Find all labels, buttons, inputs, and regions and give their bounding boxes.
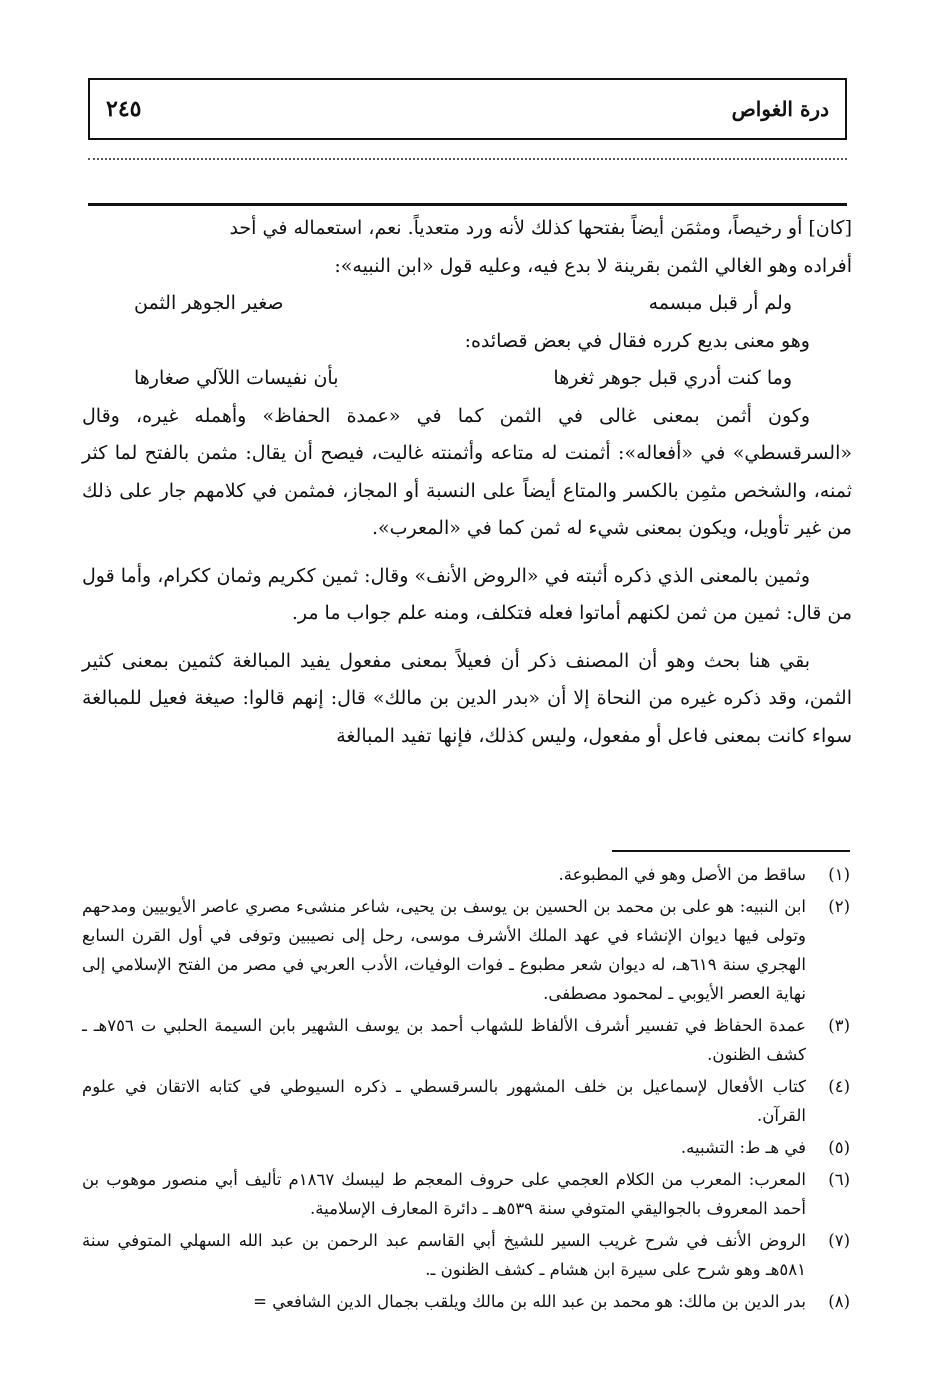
footnote xyxy=(82,860,850,889)
footnote xyxy=(82,1133,850,1162)
footnote-text: عمدة الحفاظ في تفسير أشرف الألفاظ للشهاب أحمد بن يوسف الشهير بابن السيمة الحلبي ت ٧٥٦هـ ـ كشف الظنون. xyxy=(82,1016,806,1064)
footnote-text: في هـ ط: التشبيه. xyxy=(680,1138,806,1157)
footnote-number: (٦) xyxy=(828,1170,850,1189)
footnote xyxy=(82,1165,850,1223)
paragraph-3: وكون أثمن بمعنى غالى في الثمن كما في «عمدة الحفاظ» وأهمله غيره، وقال «السرقسطي» في «أفعاله»: أثمنت له متاعه وأثمنته غاليت، فيصح أن يقال: مثمن بالفتح لما كثر ثمنه، والشخص مثمِن بالكسر والمتاع أيضاً على النسبة أو المجاز، فمثمن في كلامهم جار على ذلك من غير تأويل، ويكون بمعنى شيء له ثمن كما في «المعرب». xyxy=(82,404,852,539)
verse-1-first-hemistich: ولم أر قبل مبسمه xyxy=(648,292,792,314)
footnote-text: المعرب: المعرب من الكلام العجمي على حروف المعجم ط ليبسك ١٨٦٧م تأليف أبي منصور موهوب بن أحمد المعروف بالجواليقي المتوفي سنة ٥٣٩هـ ـ دائرة المعارف الإسلامية. xyxy=(82,1170,807,1218)
paragraph-1-line-1: [كان] أو رخيصاً، ومثمَن أيضاً بفتحها كذلك لأنه ورد متعدياً. نعم، استعماله في أحد xyxy=(229,217,852,239)
running-header xyxy=(88,78,847,140)
footnote xyxy=(82,1226,850,1284)
paragraph-5: بقي هنا بحث وهو أن المصنف ذكر أن فعيلاً بمعنى مفعول يفيد المبالغة كثمين بمعنى كثير الثمن، وقد ذكره غيره من النحاة إلا أن «بدر الدين بن مالك» قال: إنهم قالوا: صيغة فعيل للمبالغة سواء كانت بمعنى فاعل أو مفعول، وليس كذلك، فإنها تفيد المبالغة xyxy=(82,649,852,747)
footnote-text: كتاب الأفعال لإسماعيل بن خلف المشهور بالسرقسطي ـ ذكره السيوطي في كتابه الاتقان في علوم القرآن. xyxy=(82,1077,806,1125)
footnote-number: (٢) xyxy=(828,897,850,916)
footnote-text: بدر الدين بن مالك: هو محمد بن عبد الله بن مالك ويلقب بجمال الدين الشافعي = xyxy=(253,1292,806,1311)
paragraph-2: وهو معنى بديع كرره فقال في بعض قصائده: xyxy=(464,329,810,352)
footnotes xyxy=(82,860,850,1319)
running-title: درة الغواص xyxy=(731,97,829,121)
verse-2-second-hemistich: بأن نفيسات اللآلي صغارها xyxy=(134,367,339,389)
page-number: ٢٤٥ xyxy=(106,96,142,122)
verse-1-second-hemistich: صغير الجوهر الثمن xyxy=(134,292,284,314)
paragraph-4: وثمين بالمعنى الذي ذكره أثبته في «الروض الأنف» وقال: ثمين ككريم وثمان ككرام، وأما قول من قال: ثمين من ثمن لكنهم أماتوا فعله فتكلف، ومنه علم جواب ما مر. xyxy=(82,564,852,624)
footnote-number: (٧) xyxy=(828,1231,850,1250)
footnote-rule xyxy=(612,850,850,852)
dotted-separator xyxy=(88,158,847,160)
verse-2-first-hemistich: وما كنت أدري قبل جوهر ثغرها xyxy=(553,367,792,389)
footnote-text: ابن النبيه: هو على بن محمد بن الحسين بن يوسف بن يحيى، شاعر منشىء مصري عاصر الأيوبيين ومدحهم وتولى فيها ديوان الإنشاء في عهد الملك الأشرف موسى، رحل إلى نصيبين وتوفى في أول القرن السابع الهجري سنة ٦١٩هـ، له ديوان شعر مطبوع ـ فوات الوفيات، الأدب العربي في مصر من الفتح الإسلامي إلى نهاية العصر الأيوبي ـ لمحمود مصطفى. xyxy=(82,897,806,1003)
main-text xyxy=(82,210,852,755)
verse-2 xyxy=(82,360,852,398)
footnote-number: (١) xyxy=(828,865,850,884)
footnote xyxy=(82,1287,850,1316)
verse-1 xyxy=(82,285,852,323)
footnote-number: (٥) xyxy=(828,1138,850,1157)
footnote xyxy=(82,1011,850,1069)
footnote-number: (٨) xyxy=(828,1292,850,1311)
footnote xyxy=(82,892,850,1008)
footnote-number: (٣) xyxy=(828,1016,850,1035)
footnote-text: الروض الأنف في شرح غريب السير للشيخ أبي القاسم عبد الرحمن بن عبد الله السهلي المتوفي سنة ٥٨١هـ وهو شرح على سيرة ابن هشام ـ كشف الظنون ـ. xyxy=(82,1231,806,1279)
footnote-number: (٤) xyxy=(828,1077,850,1096)
footnote-text: ساقط من الأصل وهو في المطبوعة. xyxy=(558,865,806,884)
footnote xyxy=(82,1072,850,1130)
top-rule xyxy=(88,203,847,206)
paragraph-1-line-2: أفراده وهو الغالي الثمن بقرينة لا بدع فيه، وعليه قول «ابن النبيه»: xyxy=(334,254,852,277)
